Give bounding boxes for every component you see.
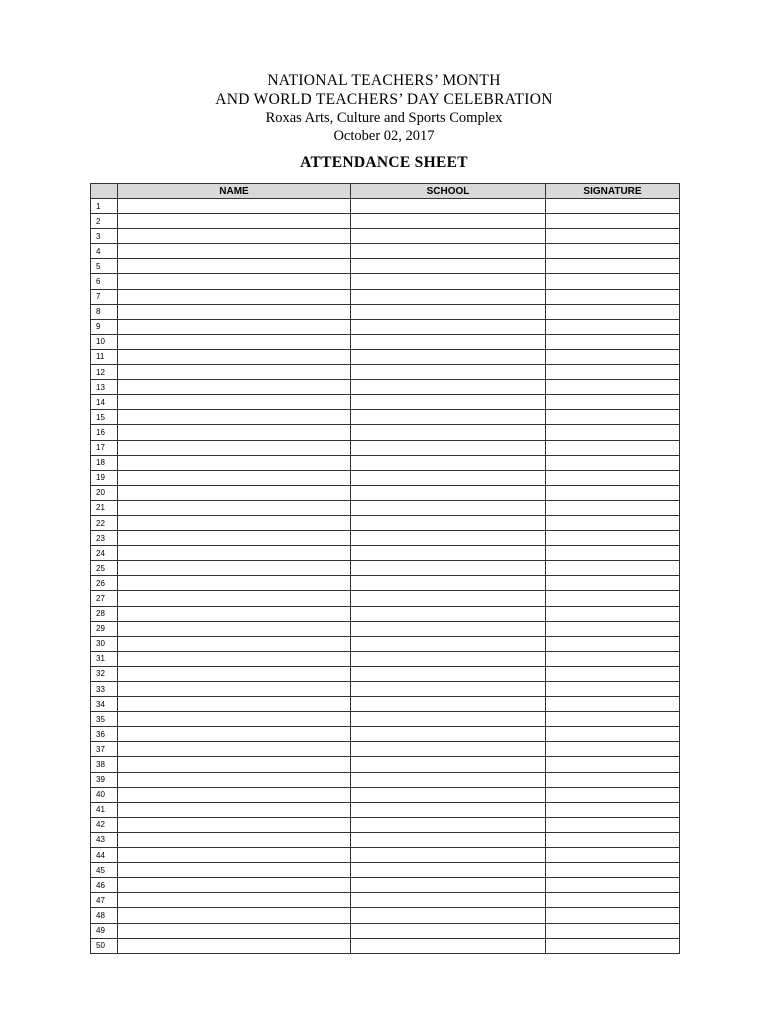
row-number: 45 [91, 863, 118, 878]
signature-cell [546, 938, 680, 953]
signature-cell [546, 289, 680, 304]
signature-cell [546, 410, 680, 425]
school-cell [351, 712, 546, 727]
school-cell [351, 425, 546, 440]
signature-cell [546, 606, 680, 621]
table-row [91, 515, 680, 530]
signature-cell [546, 229, 680, 244]
signature-cell [546, 621, 680, 636]
name-cell [118, 757, 351, 772]
school-cell [351, 757, 546, 772]
signature-cell [546, 576, 680, 591]
attendance-rows [91, 199, 680, 954]
row-number: 30 [91, 636, 118, 651]
table-row [91, 878, 680, 893]
row-number: 2 [91, 214, 118, 229]
signature-cell [546, 772, 680, 787]
table-row [91, 304, 680, 319]
row-number: 32 [91, 666, 118, 681]
signature-cell [546, 878, 680, 893]
signature-cell [546, 817, 680, 832]
signature-cell [546, 274, 680, 289]
school-cell [351, 319, 546, 334]
table-row [91, 606, 680, 621]
row-number: 7 [91, 289, 118, 304]
school-cell [351, 531, 546, 546]
row-number: 13 [91, 380, 118, 395]
name-cell [118, 334, 351, 349]
event-title-line-2: AND WORLD TEACHERS’ DAY CELEBRATION [215, 91, 553, 108]
signature-cell [546, 682, 680, 697]
signature-cell [546, 923, 680, 938]
school-cell [351, 923, 546, 938]
row-number: 36 [91, 727, 118, 742]
table-row [91, 500, 680, 515]
school-cell [351, 817, 546, 832]
school-cell [351, 455, 546, 470]
column-header-name: NAME [118, 184, 351, 199]
event-title-line-1: NATIONAL TEACHERS’ MONTH [267, 72, 501, 89]
school-cell [351, 349, 546, 364]
table-row [91, 742, 680, 757]
row-number: 44 [91, 848, 118, 863]
signature-cell [546, 727, 680, 742]
signature-cell [546, 214, 680, 229]
signature-cell [546, 893, 680, 908]
signature-cell [546, 440, 680, 455]
school-cell [351, 485, 546, 500]
school-cell [351, 470, 546, 485]
row-number: 14 [91, 395, 118, 410]
name-cell [118, 727, 351, 742]
row-number: 10 [91, 334, 118, 349]
name-cell [118, 531, 351, 546]
row-number: 12 [91, 365, 118, 380]
name-cell [118, 666, 351, 681]
school-cell [351, 878, 546, 893]
name-cell [118, 606, 351, 621]
school-cell [351, 636, 546, 651]
table-row [91, 636, 680, 651]
row-number: 38 [91, 757, 118, 772]
name-cell [118, 682, 351, 697]
table-row [91, 531, 680, 546]
row-number: 15 [91, 410, 118, 425]
signature-cell [546, 395, 680, 410]
name-cell [118, 289, 351, 304]
name-cell [118, 274, 351, 289]
signature-cell [546, 742, 680, 757]
row-number: 18 [91, 455, 118, 470]
row-number: 4 [91, 244, 118, 259]
school-cell [351, 666, 546, 681]
table-row [91, 893, 680, 908]
name-cell [118, 229, 351, 244]
school-cell [351, 697, 546, 712]
row-number: 26 [91, 576, 118, 591]
signature-cell [546, 802, 680, 817]
name-cell [118, 787, 351, 802]
school-cell [351, 515, 546, 530]
name-cell [118, 878, 351, 893]
table-row [91, 757, 680, 772]
attendance-table [90, 183, 680, 954]
name-cell [118, 561, 351, 576]
school-cell [351, 500, 546, 515]
school-cell [351, 395, 546, 410]
name-cell [118, 546, 351, 561]
school-cell [351, 802, 546, 817]
name-cell [118, 817, 351, 832]
school-cell [351, 410, 546, 425]
row-number: 50 [91, 938, 118, 953]
signature-cell [546, 546, 680, 561]
table-row [91, 349, 680, 364]
name-cell [118, 802, 351, 817]
signature-cell [546, 636, 680, 651]
school-cell [351, 863, 546, 878]
school-cell [351, 561, 546, 576]
table-row [91, 727, 680, 742]
signature-cell [546, 531, 680, 546]
row-number: 34 [91, 697, 118, 712]
signature-cell [546, 591, 680, 606]
table-row [91, 621, 680, 636]
school-cell [351, 244, 546, 259]
table-row [91, 908, 680, 923]
signature-cell [546, 500, 680, 515]
table-row [91, 319, 680, 334]
school-cell [351, 606, 546, 621]
event-venue: Roxas Arts, Culture and Sports Complex [265, 110, 503, 126]
row-number: 23 [91, 531, 118, 546]
column-header-number [91, 184, 118, 199]
document-header [0, 71, 768, 145]
signature-cell [546, 455, 680, 470]
table-row [91, 561, 680, 576]
signature-cell [546, 848, 680, 863]
row-number: 46 [91, 878, 118, 893]
table-row [91, 817, 680, 832]
school-cell [351, 199, 546, 214]
table-row [91, 470, 680, 485]
table-row [91, 923, 680, 938]
signature-cell [546, 365, 680, 380]
name-cell [118, 349, 351, 364]
table-row [91, 440, 680, 455]
table-row [91, 365, 680, 380]
row-number: 21 [91, 500, 118, 515]
name-cell [118, 319, 351, 334]
signature-cell [546, 832, 680, 847]
row-number: 48 [91, 908, 118, 923]
row-number: 37 [91, 742, 118, 757]
table-row [91, 666, 680, 681]
row-number: 35 [91, 712, 118, 727]
table-row [91, 832, 680, 847]
school-cell [351, 938, 546, 953]
row-number: 43 [91, 832, 118, 847]
row-number: 39 [91, 772, 118, 787]
name-cell [118, 515, 351, 530]
signature-cell [546, 908, 680, 923]
signature-cell [546, 380, 680, 395]
school-cell [351, 772, 546, 787]
name-cell [118, 893, 351, 908]
table-row [91, 334, 680, 349]
signature-cell [546, 304, 680, 319]
row-number: 33 [91, 682, 118, 697]
table-row [91, 772, 680, 787]
name-cell [118, 591, 351, 606]
name-cell [118, 712, 351, 727]
name-cell [118, 440, 351, 455]
row-number: 47 [91, 893, 118, 908]
table-row [91, 274, 680, 289]
signature-cell [546, 259, 680, 274]
table-row [91, 214, 680, 229]
signature-cell [546, 651, 680, 666]
row-number: 42 [91, 817, 118, 832]
name-cell [118, 863, 351, 878]
school-cell [351, 727, 546, 742]
name-cell [118, 199, 351, 214]
school-cell [351, 334, 546, 349]
table-row [91, 576, 680, 591]
signature-cell [546, 666, 680, 681]
school-cell [351, 289, 546, 304]
name-cell [118, 651, 351, 666]
name-cell [118, 742, 351, 757]
name-cell [118, 485, 351, 500]
school-cell [351, 229, 546, 244]
school-cell [351, 365, 546, 380]
table-row [91, 410, 680, 425]
row-number: 25 [91, 561, 118, 576]
row-number: 9 [91, 319, 118, 334]
row-number: 29 [91, 621, 118, 636]
table-row [91, 380, 680, 395]
table-row [91, 651, 680, 666]
row-number: 27 [91, 591, 118, 606]
table-row [91, 289, 680, 304]
sheet-title: ATTENDANCE SHEET [300, 154, 468, 171]
name-cell [118, 214, 351, 229]
table-row [91, 787, 680, 802]
name-cell [118, 500, 351, 515]
school-cell [351, 893, 546, 908]
row-number: 41 [91, 802, 118, 817]
name-cell [118, 848, 351, 863]
signature-cell [546, 470, 680, 485]
signature-cell [546, 515, 680, 530]
row-number: 3 [91, 229, 118, 244]
table-row [91, 229, 680, 244]
school-cell [351, 214, 546, 229]
name-cell [118, 304, 351, 319]
school-cell [351, 546, 546, 561]
row-number: 31 [91, 651, 118, 666]
table-row [91, 591, 680, 606]
row-number: 20 [91, 485, 118, 500]
table-row [91, 244, 680, 259]
signature-cell [546, 349, 680, 364]
table-row [91, 863, 680, 878]
row-number: 17 [91, 440, 118, 455]
table-row [91, 199, 680, 214]
signature-cell [546, 244, 680, 259]
table-row [91, 455, 680, 470]
signature-cell [546, 712, 680, 727]
signature-cell [546, 199, 680, 214]
name-cell [118, 832, 351, 847]
row-number: 1 [91, 199, 118, 214]
name-cell [118, 259, 351, 274]
table-row [91, 697, 680, 712]
name-cell [118, 621, 351, 636]
school-cell [351, 832, 546, 847]
name-cell [118, 576, 351, 591]
row-number: 49 [91, 923, 118, 938]
school-cell [351, 787, 546, 802]
row-number: 19 [91, 470, 118, 485]
school-cell [351, 576, 546, 591]
school-cell [351, 651, 546, 666]
row-number: 5 [91, 259, 118, 274]
name-cell [118, 908, 351, 923]
signature-cell [546, 697, 680, 712]
signature-cell [546, 334, 680, 349]
table-row [91, 712, 680, 727]
row-number: 40 [91, 787, 118, 802]
table-row [91, 682, 680, 697]
name-cell [118, 365, 351, 380]
school-cell [351, 440, 546, 455]
table-row [91, 425, 680, 440]
name-cell [118, 697, 351, 712]
row-number: 24 [91, 546, 118, 561]
name-cell [118, 470, 351, 485]
table-row [91, 938, 680, 953]
name-cell [118, 938, 351, 953]
name-cell [118, 636, 351, 651]
row-number: 22 [91, 515, 118, 530]
name-cell [118, 923, 351, 938]
signature-cell [546, 561, 680, 576]
name-cell [118, 772, 351, 787]
table-row [91, 546, 680, 561]
table-row [91, 802, 680, 817]
column-header-signature: SIGNATURE [546, 184, 680, 199]
signature-cell [546, 485, 680, 500]
name-cell [118, 395, 351, 410]
event-date: October 02, 2017 [333, 128, 435, 144]
name-cell [118, 410, 351, 425]
school-cell [351, 380, 546, 395]
signature-cell [546, 863, 680, 878]
column-header-school: SCHOOL [351, 184, 546, 199]
signature-cell [546, 787, 680, 802]
school-cell [351, 848, 546, 863]
row-number: 11 [91, 349, 118, 364]
name-cell [118, 425, 351, 440]
name-cell [118, 380, 351, 395]
table-row [91, 395, 680, 410]
school-cell [351, 621, 546, 636]
school-cell [351, 304, 546, 319]
school-cell [351, 591, 546, 606]
signature-cell [546, 319, 680, 334]
table-row [91, 848, 680, 863]
table-row [91, 259, 680, 274]
signature-cell [546, 757, 680, 772]
school-cell [351, 274, 546, 289]
school-cell [351, 259, 546, 274]
row-number: 28 [91, 606, 118, 621]
row-number: 8 [91, 304, 118, 319]
table-header-row [91, 184, 680, 199]
row-number: 6 [91, 274, 118, 289]
table-row [91, 485, 680, 500]
name-cell [118, 455, 351, 470]
school-cell [351, 742, 546, 757]
row-number: 16 [91, 425, 118, 440]
name-cell [118, 244, 351, 259]
school-cell [351, 908, 546, 923]
signature-cell [546, 425, 680, 440]
school-cell [351, 682, 546, 697]
